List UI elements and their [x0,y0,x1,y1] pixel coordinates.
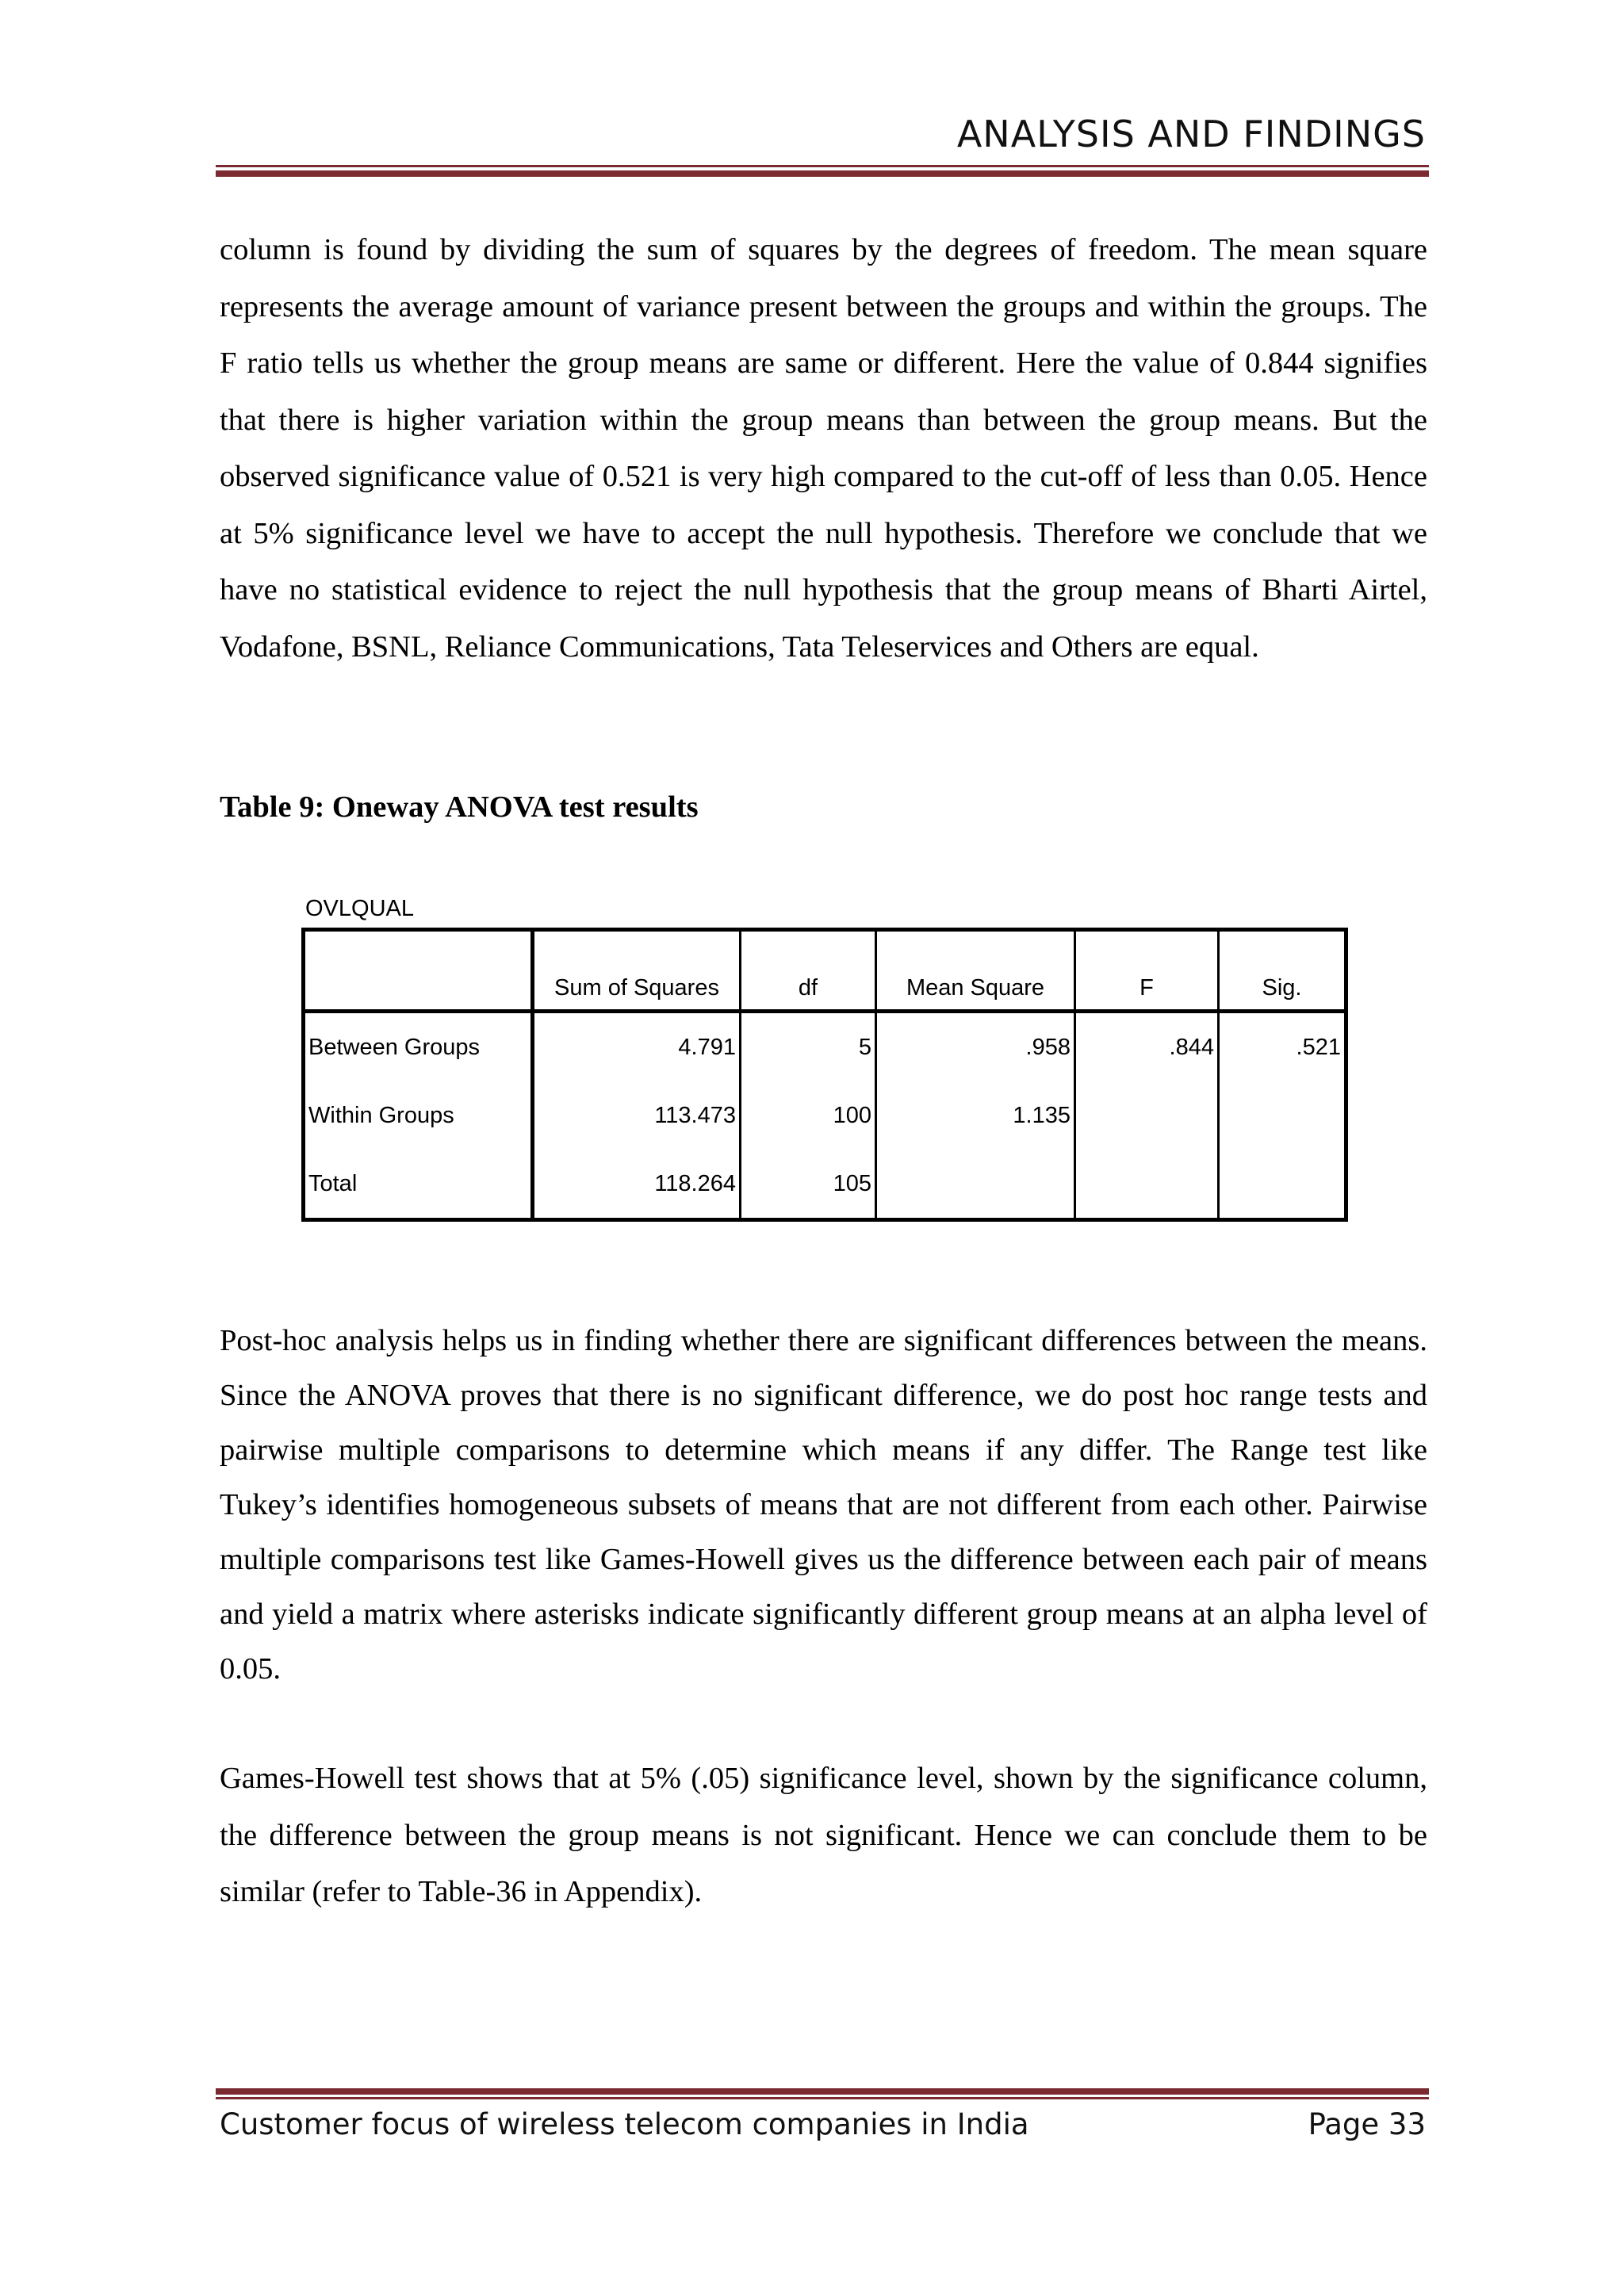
footer-rule-thin [216,2097,1429,2099]
cell-mean-square: .958 [876,1012,1075,1082]
cell-sig [1219,1081,1346,1150]
cell-sum-of-squares: 118.264 [533,1150,741,1220]
cell-f: .844 [1075,1012,1219,1082]
header-cell-df: df [741,930,876,1012]
header-cell-sum-of-squares: Sum of Squares [533,930,741,1012]
cell-sum-of-squares: 4.791 [533,1012,741,1082]
page-number: Page 33 [1308,2107,1426,2141]
table-variable-label: OVLQUAL [305,896,414,921]
row-label: Within Groups [304,1081,533,1150]
cell-sig: .521 [1296,1034,1341,1060]
header-cell-mean-square: Mean Square [876,930,1075,1012]
header-cell-sig: Sig. [1219,930,1346,1012]
cell-sum-of-squares: 113.473 [533,1081,741,1150]
header-cell-blank [304,930,533,1012]
header-cell-f: F [1075,930,1219,1012]
cell-sig [1219,1150,1346,1220]
footer-rule-thick [216,2088,1429,2095]
row-label: Between Groups [304,1012,533,1082]
table-header-row [304,930,1346,1012]
posthoc-paragraph: Post-hoc analysis helps us in finding whether there are significant differences between the means. Since the ANOVA proves that there is no significant difference, we do post hoc range tests and pairwise multiple comparisons to determine which means if any differ. The Range test like Tukey’s identifies homogeneous subsets of means that are not different from each other. Pairwise multiple comparisons test like Games-Howell gives us the difference between each pair of means and yield a matrix where asterisks indicate significantly different group means at an alpha level of 0.05. [220,1324,1427,1686]
intro-paragraph: column is found by dividing the sum of squares by the degrees of freedom. The mean square represents the average amount of variance present between the groups and within the groups. The F ratio tells us whether the group means are same or different. Here the value of 0.844 signifies that there is higher variation within the group means than between the group means. But the observed significance value of 0.521 is very high compared to the cut-off of less than 0.05. Hence at 5% significance level we have to accept the null hypothesis. Therefore we conclude that we have no statistical evidence to reject the null hypothesis that the group means of Bharti Airtel, Vodafone, BSNL, Reliance Communications, Tata Teleservices and Others are equal. [220,233,1427,664]
table-row [304,1081,1346,1150]
cell-df: 105 [741,1150,876,1220]
table-caption: Table 9: Oneway ANOVA test results [220,790,699,824]
games-howell-paragraph: Games-Howell test shows that at 5% (.05) significance level, shown by the significance column, the difference between the group means is not significant. Hence we can conclude them to be similar (refer to Table-36 in Appendix). [220,1762,1427,1908]
table-row [304,1150,1346,1220]
header-rule-thick [216,170,1429,177]
header-rule-thin [216,165,1429,167]
cell-mean-square: 1.135 [876,1081,1075,1150]
anova-table [301,928,1348,1222]
cell-df: 100 [741,1081,876,1150]
cell-mean-square [876,1150,1075,1220]
table-row [304,1012,1346,1082]
cell-f [1075,1150,1219,1220]
cell-df: 5 [741,1012,876,1082]
cell-f [1075,1081,1219,1150]
row-label: Total [304,1150,533,1220]
header-title: ANALYSIS AND FINDINGS [956,113,1426,155]
footer-title: Customer focus of wireless telecom companies in India [220,2107,1029,2141]
